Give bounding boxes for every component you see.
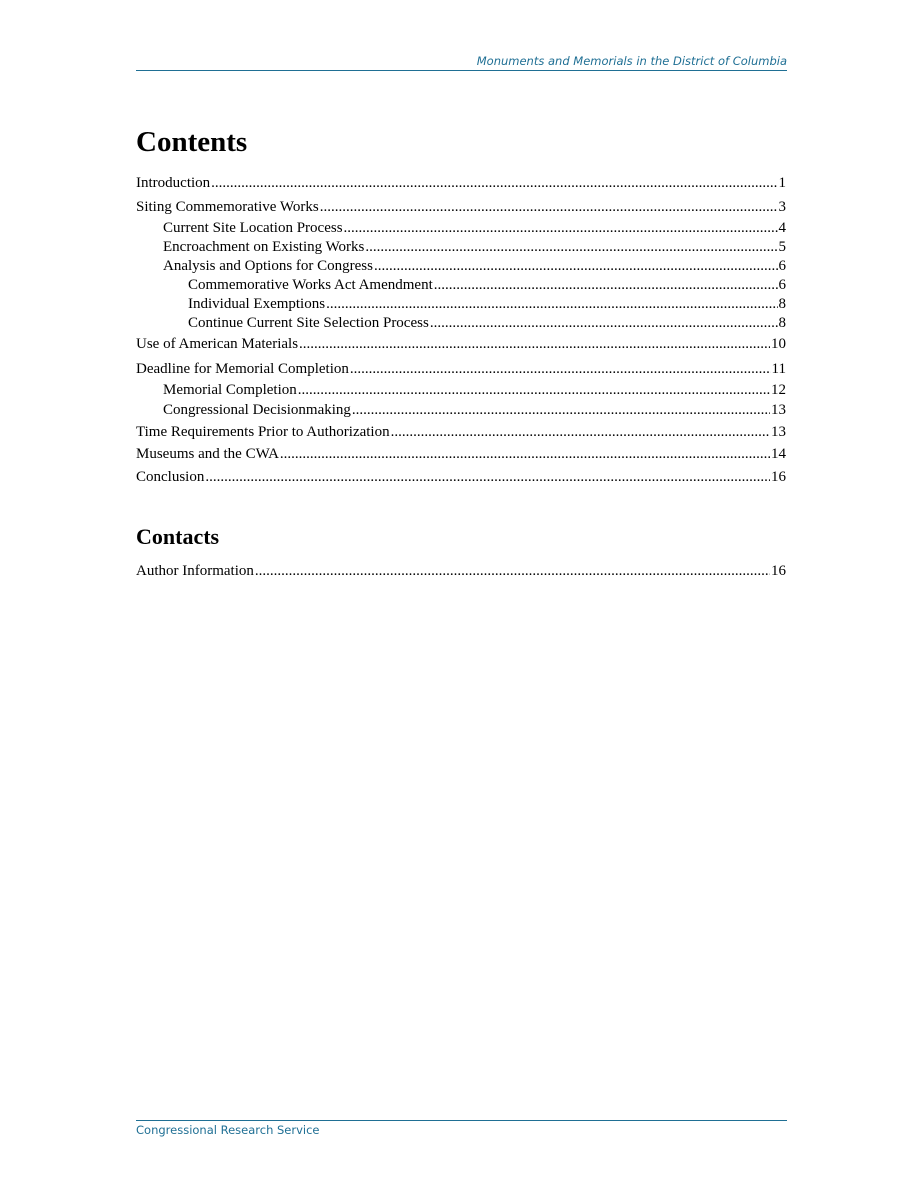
toc-entry[interactable] — [136, 562, 786, 580]
toc-entry[interactable] — [188, 295, 786, 313]
toc-leader-dots — [205, 468, 770, 486]
toc-leader-dots — [374, 257, 778, 275]
toc-entry-title: Use of American Materials — [136, 336, 299, 352]
toc-leader-dots — [350, 360, 771, 378]
toc-entry[interactable] — [163, 381, 786, 399]
toc-entry[interactable] — [136, 174, 786, 192]
toc-entry-page: 5 — [778, 239, 786, 255]
toc-leader-dots — [299, 335, 770, 353]
toc-entry-title: Museums and the CWA — [136, 446, 279, 462]
toc-entry-title: Encroachment on Existing Works — [163, 239, 365, 255]
toc-entry[interactable] — [136, 468, 786, 486]
toc-entry-page: 13 — [771, 402, 786, 418]
running-footer — [136, 1120, 787, 1137]
toc-entry-title: Continue Current Site Selection Process — [188, 315, 429, 331]
toc-entry-title: Siting Commemorative Works — [136, 199, 319, 215]
toc-entry-page: 8 — [778, 315, 786, 331]
toc-entry-page: 13 — [771, 424, 786, 440]
toc-entry-page: 8 — [778, 296, 786, 312]
toc-entry-title: Deadline for Memorial Completion — [136, 361, 349, 377]
toc-entry-page: 1 — [778, 175, 786, 191]
toc-entry-title: Commemorative Works Act Amendment — [188, 277, 433, 293]
toc-entry-title: Congressional Decisionmaking — [163, 402, 351, 418]
running-header — [136, 54, 787, 71]
toc-entry-title: Memorial Completion — [163, 382, 297, 398]
toc-leader-dots — [320, 198, 778, 216]
toc-entry-title: Author Information — [136, 563, 254, 579]
toc-entry-title: Time Requirements Prior to Authorization — [136, 424, 390, 440]
header-title: Monuments and Memorials in the District of Columbia — [476, 54, 787, 68]
toc-entry[interactable] — [163, 238, 786, 256]
toc-entry-page: 11 — [771, 361, 786, 377]
toc-leader-dots — [211, 174, 777, 192]
contents-heading: Contents — [136, 126, 248, 158]
toc-entry-page: 6 — [778, 277, 786, 293]
toc-entry[interactable] — [136, 445, 786, 463]
toc-entry[interactable] — [188, 314, 786, 332]
toc-leader-dots — [298, 381, 770, 399]
toc-entry-page: 4 — [778, 220, 786, 236]
contacts-heading: Contacts — [136, 524, 220, 549]
toc-leader-dots — [344, 219, 778, 237]
toc-entry-title: Introduction — [136, 175, 211, 191]
toc-entry[interactable] — [136, 198, 786, 216]
toc-leader-dots — [280, 445, 770, 463]
toc-leader-dots — [326, 295, 777, 313]
toc-entry[interactable] — [163, 401, 786, 419]
toc-leader-dots — [255, 562, 770, 580]
toc-leader-dots — [365, 238, 777, 256]
toc-entry[interactable] — [136, 360, 786, 378]
footer-text: Congressional Research Service — [136, 1123, 320, 1137]
toc-entry-title: Individual Exemptions — [188, 296, 326, 312]
toc-entry-title: Conclusion — [136, 469, 205, 485]
toc-entry-page: 14 — [771, 446, 786, 462]
toc-leader-dots — [434, 276, 778, 294]
toc-entry-page: 12 — [771, 382, 786, 398]
toc-entry-title: Current Site Location Process — [163, 220, 343, 236]
toc-leader-dots — [430, 314, 778, 332]
toc-entry[interactable] — [188, 276, 786, 294]
toc-leader-dots — [352, 401, 770, 419]
toc-entry[interactable] — [136, 423, 786, 441]
toc-entry-page: 16 — [771, 563, 786, 579]
toc-entry[interactable] — [163, 257, 786, 275]
toc-entry-page: 16 — [771, 469, 786, 485]
toc-entry-page: 6 — [778, 258, 786, 274]
toc-entry-page: 10 — [771, 336, 786, 352]
toc-entry[interactable] — [136, 335, 786, 353]
toc-entry-page: 3 — [778, 199, 786, 215]
toc-leader-dots — [391, 423, 770, 441]
toc-entry-title: Analysis and Options for Congress — [163, 258, 373, 274]
toc-entry[interactable] — [163, 219, 786, 237]
